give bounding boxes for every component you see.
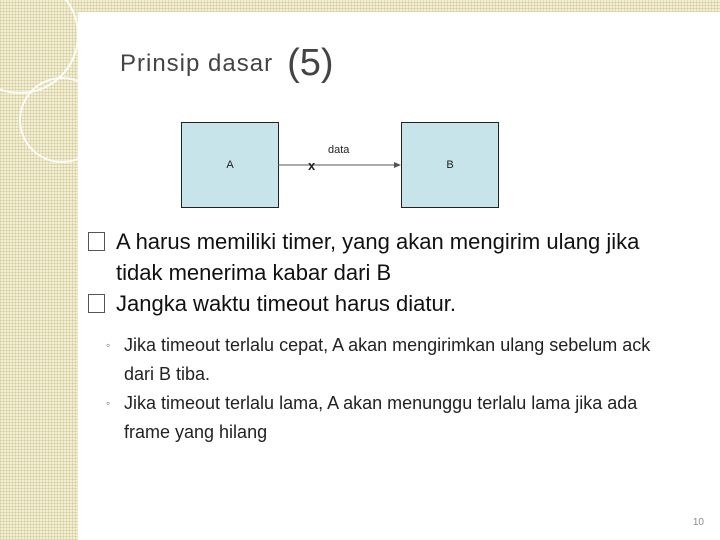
sub-bullet-item [106, 331, 664, 389]
title-number: (5) [287, 42, 334, 84]
arrow-label: data [328, 144, 350, 156]
sub-bullet-list [88, 331, 688, 447]
decorative-top-band [78, 0, 720, 12]
decorative-circles [0, 0, 130, 200]
circle-bullet-icon: ◦ [106, 396, 111, 410]
square-bullet-icon [88, 294, 105, 313]
node-a [181, 122, 279, 208]
node-b [401, 122, 499, 208]
transmission-diagram [181, 122, 499, 208]
lost-frame-mark: x [308, 158, 316, 173]
slide-title [120, 38, 334, 84]
sub-bullet-text: Jika timeout terlalu lama, A akan menunggu terlalu lama jika ada frame yang hilang [124, 393, 638, 442]
title-text: Prinsip dasar [120, 50, 274, 77]
bullet-text: A harus memiliki timer, yang akan mengirim ulang jika tidak menerima kabar dari B [116, 229, 640, 285]
bullet-item [88, 288, 688, 319]
sub-bullet-text: Jika timeout terlalu cepat, A akan mengirimkan ulang sebelum ack dari B tiba. [124, 335, 651, 384]
bullet-list [88, 226, 688, 447]
bullet-text: Jangka waktu timeout harus diatur. [116, 291, 456, 316]
data-arrow [278, 122, 402, 208]
node-a-label: A [226, 159, 234, 171]
square-bullet-icon [88, 232, 105, 251]
circle-bullet-icon: ◦ [106, 338, 111, 352]
sub-bullet-item [106, 389, 664, 447]
node-b-label: B [446, 159, 454, 171]
bullet-item [88, 226, 688, 288]
page-number: 10 [692, 517, 704, 528]
